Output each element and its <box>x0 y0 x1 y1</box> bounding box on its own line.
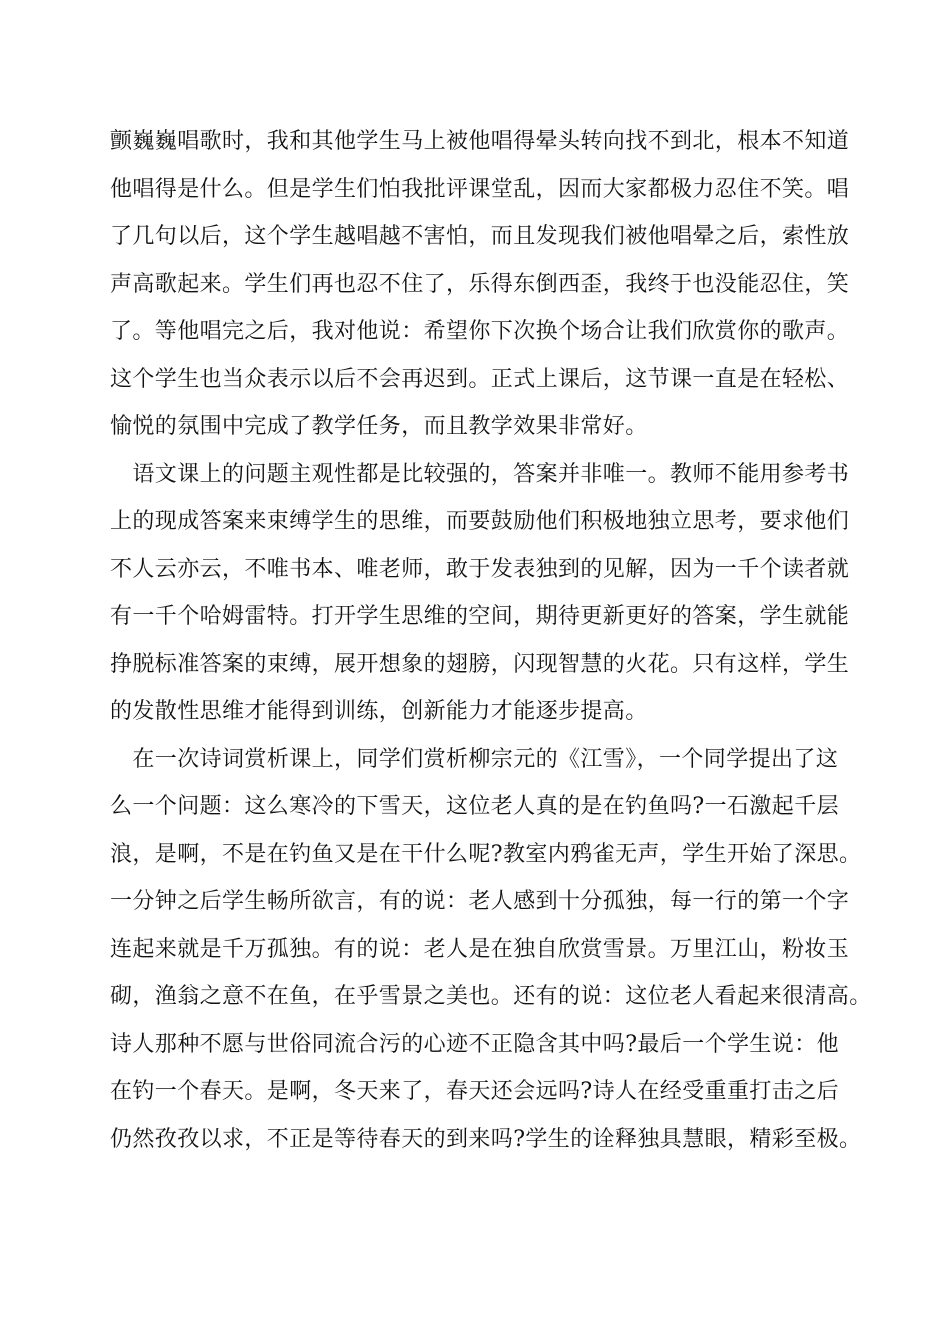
text-line: 浪，是啊，不是在钓鱼又是在干什么呢?教室内鸦雀无声，学生开始了深思。 <box>110 841 862 867</box>
text-line: 连起来就是千万孤独。有的说：老人是在独自欣赏雪景。万里江山，粉妆玉 <box>110 936 850 962</box>
text-line: 的发散性思维才能得到训练，创新能力才能逐步提高。 <box>110 699 648 724</box>
text-line: 在一次诗词赏析课上，同学们赏析柳宗元的《江雪》，一个同学提出了这 <box>110 746 839 772</box>
text-line: 仍然孜孜以求，不正是等待春天的到来吗?学生的诠释独具慧眼，精彩至极。 <box>110 1126 862 1152</box>
text-line: 愉悦的氛围中完成了教学任务，而且教学效果非常好。 <box>110 414 648 439</box>
text-line: 挣脱标准答案的束缚，展开想象的翅膀，闪现智慧的火花。只有这样，学生 <box>110 651 850 677</box>
text-line: 这个学生也当众表示以后不会再迟到。正式上课后，这节课一直是在轻松、 <box>110 366 850 392</box>
text-line: 了。等他唱完之后，我对他说：希望你下次换个场合让我们欣赏你的歌声。 <box>110 319 850 344</box>
text-line: 他唱得是什么。但是学生们怕我批评课堂乱，因而大家都极力忍住不笑。唱 <box>110 176 850 202</box>
text-line: 语文课上的问题主观性都是比较强的，答案并非唯一。教师不能用参考书 <box>110 461 850 487</box>
body-text <box>110 118 870 1163</box>
text-line: 一分钟之后学生畅所欲言，有的说：老人感到十分孤独，每一行的第一个字 <box>110 889 850 914</box>
text-line: 诗人那种不愿与世俗同流合污的心迹不正隐含其中吗?最后一个学生说：他 <box>110 1031 839 1057</box>
text-line: 在钓一个春天。是啊，冬天来了，春天还会远吗?诗人在经受重重打击之后 <box>110 1079 839 1104</box>
text-line: 有一千个哈姆雷特。打开学生思维的空间，期待更新更好的答案，学生就能 <box>110 604 850 629</box>
text-line: 不人云亦云，不唯书本、唯老师，敢于发表独到的见解，因为一千个读者就 <box>110 556 850 582</box>
text-line: 砌，渔翁之意不在鱼，在乎雪景之美也。还有的说：这位老人看起来很清高。 <box>110 984 872 1009</box>
text-line: 么一个问题：这么寒冷的下雪天，这位老人真的是在钓鱼吗?一石激起千层 <box>110 794 839 819</box>
text-line: 了几句以后，这个学生越唱越不害怕，而且发现我们被他唱晕之后，索性放 <box>110 224 850 249</box>
text-line: 颤巍巍唱歌时，我和其他学生马上被他唱得晕头转向找不到北，根本不知道 <box>110 129 850 154</box>
text-line: 声高歌起来。学生们再也忍不住了，乐得东倒西歪，我终于也没能忍住，笑 <box>110 271 850 297</box>
text-line: 上的现成答案来束缚学生的思维，而要鼓励他们积极地独立思考，要求他们 <box>110 509 850 534</box>
